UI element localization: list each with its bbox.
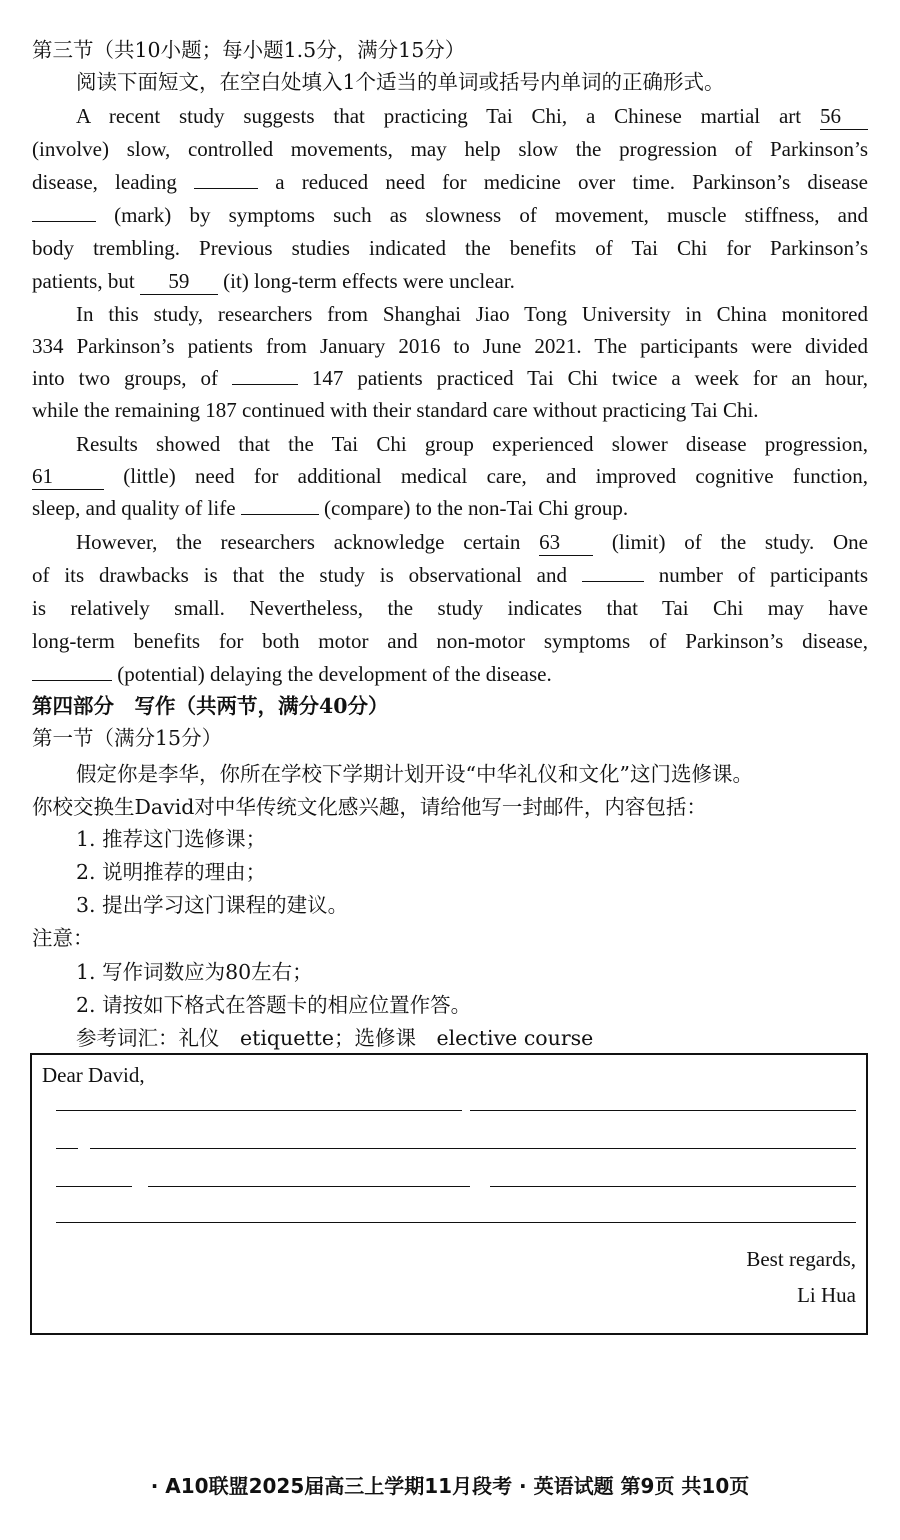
prompt-item: 2. 说明推荐的理由； bbox=[76, 860, 267, 884]
letter-greeting: Dear David, bbox=[42, 1063, 145, 1087]
passage-line: 61 (little) need for additional medical care, and improved cognitive function, bbox=[32, 464, 868, 488]
passage-line: A recent study suggests that practicing Tai Chi, a Chinese martial art 56 bbox=[32, 100, 868, 132]
writing-line[interactable] bbox=[56, 1110, 462, 1111]
writing-line[interactable] bbox=[148, 1186, 470, 1187]
answer-blank-65[interactable] bbox=[32, 680, 112, 681]
writing-line[interactable] bbox=[56, 1148, 78, 1149]
writing-line[interactable] bbox=[470, 1110, 856, 1111]
answer-blank-56[interactable]: 56 bbox=[820, 103, 868, 130]
writing-line[interactable] bbox=[490, 1186, 856, 1187]
part4-header: 第四部分 写作（共两节，满分40分） bbox=[32, 694, 389, 718]
passage-line: (mark) by symptoms such as slowness of movement, muscle stiffness, and bbox=[32, 199, 868, 231]
passage-line: is relatively small. Nevertheless, the study indicates that Tai Chi may have bbox=[32, 596, 868, 620]
passage-line: (potential) delaying the development of the disease. bbox=[32, 658, 868, 690]
note-item: 2. 请按如下格式在答题卡的相应位置作答。 bbox=[76, 993, 472, 1017]
answer-blank-62[interactable] bbox=[241, 514, 319, 515]
answer-blank-64[interactable] bbox=[582, 581, 644, 582]
passage-line: long-term benefits for both motor and non-motor symptoms of Parkinson’s disease, bbox=[32, 629, 868, 653]
answer-blank-60[interactable] bbox=[232, 384, 298, 385]
letter-signature: Li Hua bbox=[797, 1283, 856, 1307]
writing-prompt: 你校交换生David对中华传统文化感兴趣，请给他写一封邮件，内容包括： bbox=[32, 795, 707, 819]
passage-line: (involve) slow, controlled movements, may help slow the progression of Parkinson’s bbox=[32, 137, 868, 161]
notes-label: 注意： bbox=[32, 926, 94, 950]
passage-line: However, the researchers acknowledge certain 63 (limit) of the study. One bbox=[76, 530, 869, 554]
passage-line: disease, leading a reduced need for medicine over time. Parkinson’s disease bbox=[32, 170, 868, 194]
letter-closing: Best regards, bbox=[746, 1247, 856, 1271]
writing-prompt: 假定你是李华，你所在学校下学期计划开设“中华礼仪和文化”这门选修课。 bbox=[76, 762, 753, 786]
answer-blank-57[interactable] bbox=[194, 188, 258, 189]
prompt-item: 1. 推荐这门选修课； bbox=[76, 827, 267, 851]
vocab-reference: 参考词汇：礼仪 etiquette；选修课 elective course bbox=[76, 1026, 594, 1050]
passage-line: into two groups, of 147 patients practiced Tai Chi twice a week for an hour, bbox=[32, 366, 869, 390]
answer-blank-58[interactable] bbox=[32, 221, 96, 222]
writing-line[interactable] bbox=[90, 1148, 856, 1149]
writing-line[interactable] bbox=[56, 1222, 856, 1223]
answer-blank-59[interactable]: 59 bbox=[140, 268, 218, 295]
prompt-item: 3. 提出学习这门课程的建议。 bbox=[76, 893, 349, 917]
passage-line: In this study, researchers from Shanghai Jiao Tong University in China monitored bbox=[76, 302, 868, 326]
passage-line: sleep, and quality of life (compare) to the non-Tai Chi group. bbox=[32, 496, 629, 520]
part4-section1-header: 第一节（满分15分） bbox=[32, 726, 223, 750]
answer-blank-63[interactable]: 63 bbox=[539, 529, 593, 556]
passage-line: patients, but 59 (it) long-term effects were unclear. bbox=[32, 269, 515, 293]
writing-line[interactable] bbox=[56, 1186, 132, 1187]
passage-line: 334 Parkinson’s patients from January 2016 to June 2021. The participants were divided bbox=[32, 334, 868, 358]
note-item: 1. 写作词数应为80左右； bbox=[76, 960, 313, 984]
passage-line: of its drawbacks is that the study is observational and number of participants bbox=[32, 563, 869, 587]
letter-answer-box bbox=[30, 1053, 868, 1335]
answer-blank-61[interactable]: 61 bbox=[32, 463, 104, 490]
passage-line: body trembling. Previous studies indicated the benefits of Tai Chi for Parkinson’s bbox=[32, 236, 868, 260]
section-header: 第三节（共10小题；每小题1.5分，满分15分） bbox=[32, 38, 466, 62]
passage-line: while the remaining 187 continued with their standard care without practicing Tai Chi. bbox=[32, 398, 759, 422]
passage-line: Results showed that the Tai Chi group experienced slower disease progression, bbox=[76, 432, 868, 456]
page-footer: · A10联盟2025届高三上学期11月段考 · 英语试题 第9页 共10页 bbox=[150, 1474, 750, 1498]
section-instruction: 阅读下面短文，在空白处填入1个适当的单词或括号内单词的正确形式。 bbox=[76, 70, 725, 94]
